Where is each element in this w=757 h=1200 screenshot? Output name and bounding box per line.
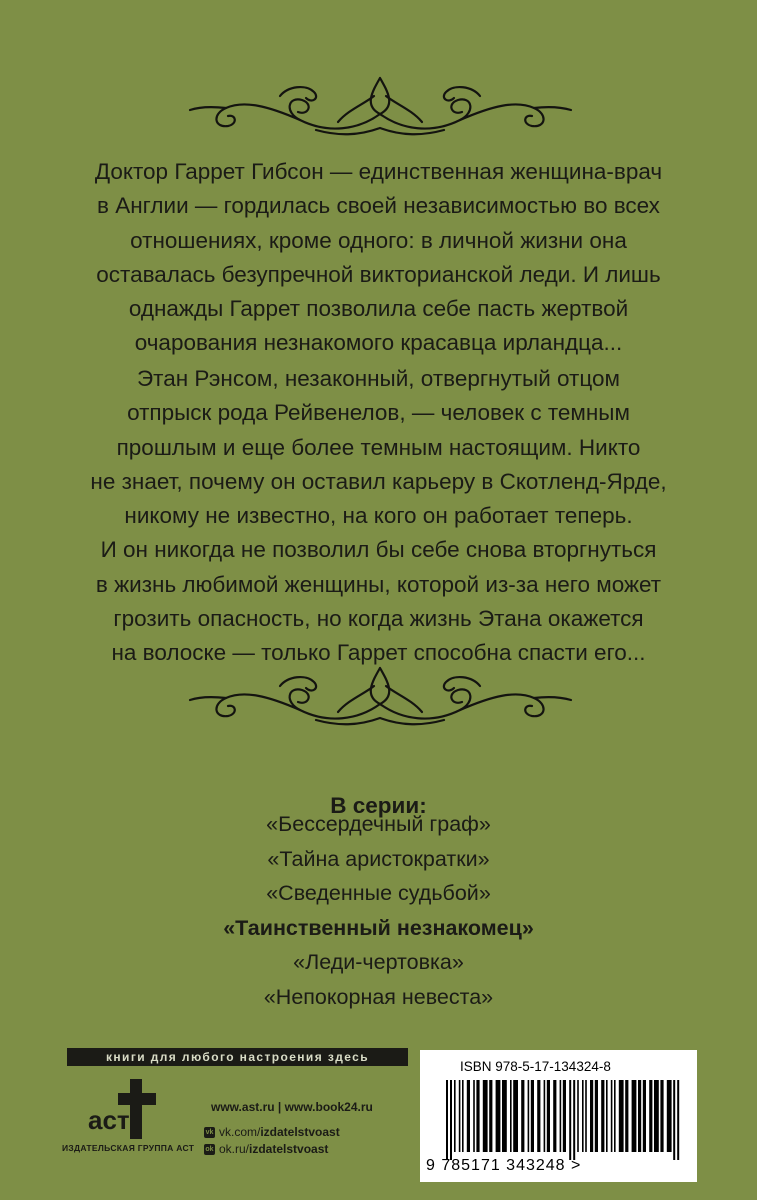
text-line: И он никогда не позволил бы себе снова вторгнуться — [100, 537, 657, 563]
barcode-bar — [649, 1080, 652, 1152]
barcode-bar — [660, 1080, 663, 1152]
series-title: «Тайна аристократки» — [267, 846, 490, 871]
text-line: отпрыск рода Рейвенелов, — человек с темным — [127, 400, 630, 426]
barcode-bar — [638, 1080, 641, 1152]
barcode-bar — [590, 1080, 593, 1152]
ok-icon: ok — [205, 1145, 214, 1153]
text-line: не знает, почему он оставил карьеру в Скотленд-Ярде, — [90, 468, 667, 494]
barcode-bar — [544, 1080, 546, 1152]
barcode-bar — [595, 1080, 598, 1152]
series-title: «Леди-чертовка» — [293, 950, 464, 974]
text-line: Этан Рэнсом, незаконный, отвергнутый отцом — [137, 366, 620, 391]
barcode-bar — [450, 1080, 452, 1160]
logo-text: аст — [88, 1105, 130, 1135]
ast-logo — [84, 1075, 162, 1143]
barcode-bar — [537, 1080, 540, 1152]
barcode-bar — [513, 1080, 518, 1152]
barcode-bar — [563, 1080, 566, 1152]
barcode-bar — [553, 1080, 556, 1152]
barcode-graphic — [438, 1080, 683, 1164]
publisher-websites[interactable]: www.ast.ru | www.book24.ru — [211, 1100, 373, 1114]
blurb-paragraph-1 — [60, 155, 697, 361]
series-heading: В серии: — [330, 793, 427, 818]
barcode-bar — [454, 1080, 456, 1152]
barcode-bar — [459, 1080, 461, 1152]
isbn-label: ISBN 978-5-17-134324-8 — [460, 1059, 611, 1074]
barcode-bar — [446, 1080, 448, 1160]
series-title: «Таинственный незнакомец» — [223, 915, 534, 940]
barcode-bar — [560, 1080, 562, 1152]
ok-link[interactable] — [204, 1142, 328, 1156]
barcode-bar — [654, 1080, 659, 1152]
barcode-bar — [489, 1080, 492, 1152]
publisher-name: ИЗДАТЕЛЬСКАЯ ГРУППА АСТ — [62, 1143, 195, 1153]
barcode-bar — [569, 1080, 571, 1160]
text-line: однажды Гаррет позволила себе пасть жертвой — [128, 296, 629, 322]
ok-site: ok.ru/ — [219, 1142, 250, 1156]
barcode-bar — [667, 1080, 672, 1152]
flourish-icon — [188, 70, 573, 142]
barcode-bar — [577, 1080, 579, 1152]
barcode-bar — [582, 1080, 584, 1152]
barcode-bar — [473, 1080, 475, 1152]
text-line: в Англии — гордилась своей независимостью во всех — [97, 193, 660, 219]
barcode-bar — [528, 1080, 530, 1152]
text-line: отношениях, кроме одного: в личной жизни она — [130, 227, 627, 253]
series-title: «Сведенные судьбой» — [266, 881, 491, 905]
ok-handle: izdatelstvoast — [249, 1142, 329, 1156]
barcode-bar — [606, 1080, 608, 1152]
barcode-bar — [632, 1080, 637, 1152]
barcode-bar — [531, 1080, 534, 1152]
text-line: очарования незнакомого красавца ирландца... — [134, 330, 623, 356]
vk-icon: vk — [205, 1128, 214, 1136]
barcode-bar — [496, 1080, 501, 1152]
barcode-bar — [585, 1080, 587, 1152]
barcode-bar — [467, 1080, 470, 1152]
series-list — [0, 807, 757, 1014]
vk-handle: izdatelstvoast — [260, 1125, 340, 1139]
barcode-bar — [462, 1080, 464, 1152]
barcode-bar — [611, 1080, 613, 1152]
barcode-bar — [502, 1080, 507, 1152]
isbn-barcode-box — [420, 1050, 697, 1182]
series-title: «Непокорная невеста» — [263, 984, 494, 1009]
barcode-bar — [614, 1080, 616, 1152]
series-title: «Бессердечный граф» — [266, 812, 491, 836]
barcode-bar — [601, 1080, 604, 1152]
text-line: на волоске — только Гаррет способна спасти его... — [111, 640, 646, 666]
barcode-bar — [619, 1080, 624, 1152]
barcode-digits: 9 785171 343248 > — [426, 1157, 582, 1174]
text-line: Доктор Гаррет Гибсон — единственная женщина-врач — [94, 159, 663, 184]
barcode-bar — [483, 1080, 488, 1152]
text-line: оставалась безупречной викторианской леди. И лишь — [96, 261, 661, 287]
decorative-flourish-top — [188, 70, 573, 142]
text-line: никому не известно, на кого он работает теперь. — [124, 503, 633, 529]
vk-site: vk.com/ — [219, 1125, 261, 1139]
text-line: грозить опасность, но когда жизнь Этана окажется — [113, 606, 644, 632]
text-line: прошлым и еще более темным настоящим. Никто — [116, 434, 641, 460]
decorative-flourish-bottom — [188, 660, 573, 732]
publisher-tagline: книги для любого настроения здесь — [67, 1048, 408, 1066]
barcode-bar — [510, 1080, 512, 1152]
barcode-bar — [625, 1080, 628, 1152]
barcode-bar — [673, 1080, 675, 1160]
flourish-icon — [188, 660, 573, 732]
barcode-bar — [573, 1080, 575, 1160]
vk-link[interactable] — [204, 1125, 340, 1139]
barcode-bar — [476, 1080, 479, 1152]
barcode-bar — [677, 1080, 679, 1160]
blurb-paragraph-2 — [60, 362, 697, 671]
barcode-bar — [521, 1080, 524, 1152]
barcode-bar — [643, 1080, 646, 1152]
barcode-bar — [547, 1080, 550, 1152]
text-line: в жизнь любимой женщины, которой из-за него может — [95, 571, 662, 597]
